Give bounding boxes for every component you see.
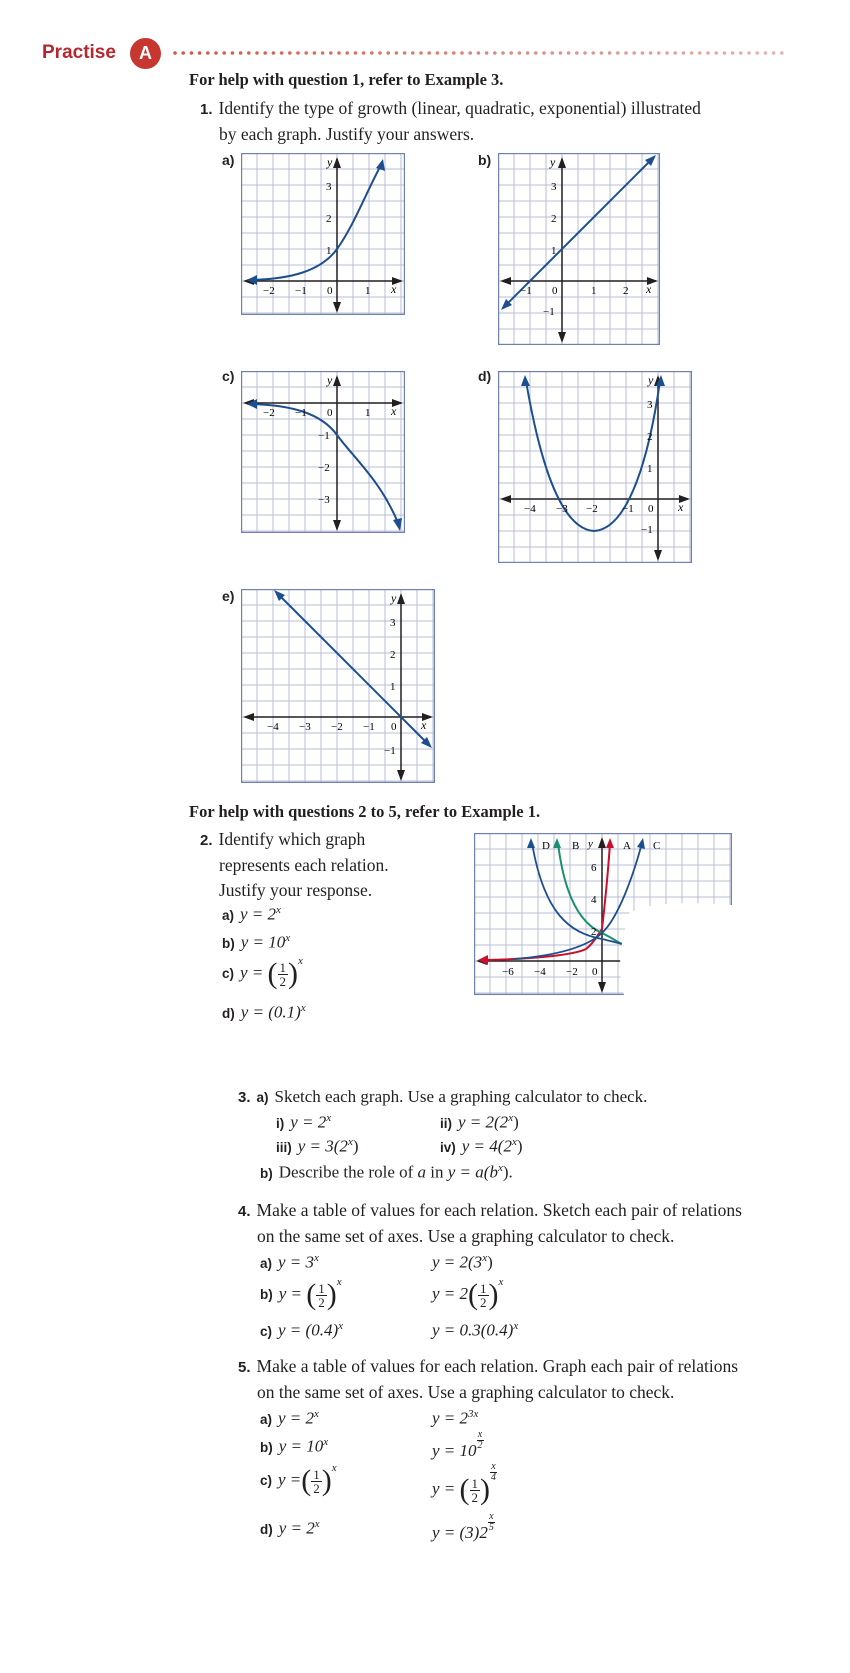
rule-dot (362, 51, 366, 55)
rule-dot (542, 51, 546, 55)
rule-dot (493, 51, 497, 55)
rule-dot (214, 51, 218, 55)
q5-number: 5. (238, 1359, 251, 1376)
q5-c-right: y = ( $\frac{1}{2}$ ) $\frac{x}{4}$ (432, 1461, 497, 1507)
rule-dot (190, 51, 194, 55)
rule-dot (231, 51, 235, 55)
rule-dot (304, 51, 308, 55)
q2-graph-mask (620, 903, 732, 995)
q4-b-left: b) y = ( $\frac{1}{2}$ )$^x$ (260, 1276, 342, 1312)
q3-part-a: 3. a) Sketch each graph. Use a graphing calculator to check. (238, 1087, 648, 1106)
graph-b-tick: −1 (520, 285, 532, 297)
q1-line2: by each graph. Justify your answers. (219, 124, 475, 144)
q2-curve-D (532, 843, 634, 946)
graph-e-tick: −2 (331, 721, 343, 733)
q4-text: 4. Make a table of values for each relation. Sketch each pair of relations on the same set of axes. Use a graphing calculator to check. (238, 1200, 742, 1246)
q5-text: 5. Make a table of values for each relation. Graph each pair of relations on the same set of axes. Use a graphing calculator to check. (238, 1356, 739, 1402)
rule-dot (706, 51, 710, 55)
graph-c-tick: 0 (327, 407, 333, 419)
rule-dot (296, 51, 300, 55)
q2-tick: 4 (591, 894, 597, 906)
rule-dot (329, 51, 333, 55)
q5-a-right: $y = 2^{3x}$ (432, 1408, 479, 1428)
q4-b-right: y = 2( $\frac{1}{2}$ )$^x$ (432, 1276, 504, 1312)
rule-dot (198, 51, 202, 55)
q2-option-d: d) $y = (0.1)^x$ (222, 1002, 306, 1022)
graph-c-tick: −3 (318, 494, 330, 506)
graph-c-tick: −2 (318, 462, 330, 474)
level-badge: A (130, 38, 161, 69)
rule-dot (534, 51, 538, 55)
rule-dot (460, 51, 464, 55)
q2-option-b: b) $y = 10^x$ (222, 932, 291, 952)
graph-a-ylabel: y (327, 155, 333, 169)
graph-d-tick: −2 (586, 503, 598, 515)
q1-line1: Identify the type of growth (linear, quadratic, exponential) illustrated (218, 98, 701, 118)
q2-tick: 0 (592, 966, 598, 978)
rule-dot (747, 51, 751, 55)
q1-number: 1. (200, 101, 213, 118)
graph-a-xlabel: x (391, 282, 397, 296)
graph-b-tick: 1 (551, 245, 557, 257)
graph-b-ylabel: y (550, 155, 556, 169)
graph-b-tick: 1 (591, 285, 597, 297)
rule-dot (559, 51, 563, 55)
rule-dot (567, 51, 571, 55)
rule-dot (682, 51, 686, 55)
rule-dot (395, 51, 399, 55)
graph-b-tick: 0 (552, 285, 558, 297)
rule-dot (698, 51, 702, 55)
graph-c-tick: −2 (263, 407, 275, 419)
q2-ylabel: y (588, 838, 593, 850)
rule-dot (239, 51, 243, 55)
q3-part-b: b) Describe the role of a in $y = a(b^x)$. (260, 1162, 513, 1182)
graph-d-tick: −4 (524, 503, 536, 515)
graph-d-tick: 0 (648, 503, 654, 515)
q2-tick: −6 (502, 966, 514, 978)
q1-help-text: For help with question 1, refer to Example 3. (189, 70, 504, 89)
graph-a-tick: 0 (327, 285, 333, 297)
rule-dot (370, 51, 374, 55)
graph-e-tick: −3 (299, 721, 311, 733)
graph-c-tick: 1 (365, 407, 371, 419)
graph-d-tick: 2 (647, 431, 653, 443)
q3-iii: iii) $y = 3(2^x)$ (276, 1136, 359, 1156)
graph-e (241, 589, 435, 783)
q5-b-right: y = 10 $\frac{x}{2}$ (432, 1429, 483, 1460)
graph-d-tick: 3 (647, 399, 653, 411)
graph-e-tick: −1 (363, 721, 375, 733)
graph-a (241, 153, 405, 315)
rule-dot (386, 51, 390, 55)
graph-d-tick: −1 (622, 503, 634, 515)
rule-dot (641, 51, 645, 55)
graph-e-tick: 3 (390, 617, 396, 629)
rule-dot (247, 51, 251, 55)
graph-e-ylabel: y (391, 591, 397, 605)
graph-e-tick: 1 (390, 681, 396, 693)
graph-d-tick: 1 (647, 463, 653, 475)
graph-a-label: a) (222, 152, 235, 168)
q5-b-left: b) $y = 10^x$ (260, 1436, 329, 1456)
rule-dot (714, 51, 718, 55)
q2-line2: represents each relation. (219, 855, 389, 875)
q2-label-B: B (572, 840, 580, 852)
rule-dot (632, 51, 636, 55)
rule-dot (780, 51, 784, 55)
q2-label-A: A (623, 840, 631, 852)
rule-dot (624, 51, 628, 55)
q5-a-left: a) $y = 2^x$ (260, 1408, 319, 1428)
rule-dot (378, 51, 382, 55)
rule-dot (690, 51, 694, 55)
section-title: Practise (42, 42, 116, 63)
rule-dot (526, 51, 530, 55)
rule-dot (583, 51, 587, 55)
rule-dot (764, 51, 768, 55)
graph-e-label: e) (222, 588, 235, 604)
rule-dot (591, 51, 595, 55)
q5-c-left: c) y =( $\frac{1}{2}$ )$^x$ (260, 1462, 337, 1498)
graph-e-tick: 2 (390, 649, 396, 661)
graph-c-tick: −1 (295, 407, 307, 419)
rule-dot (345, 51, 349, 55)
graph-b (498, 153, 660, 345)
dotted-rule (172, 48, 787, 58)
rule-dot (272, 51, 276, 55)
graph-c-tick: −1 (318, 430, 330, 442)
q2-line3: Justify your response. (219, 880, 373, 900)
q4-c-left: c) $y = (0.4)^x$ (260, 1320, 343, 1340)
graph-b-label: b) (478, 152, 492, 168)
rule-dot (255, 51, 259, 55)
rule-dot (501, 51, 505, 55)
rule-dot (321, 51, 325, 55)
q2-graph (474, 833, 732, 995)
rule-dot (485, 51, 489, 55)
rule-dot (452, 51, 456, 55)
rule-dot (427, 51, 431, 55)
rule-dot (288, 51, 292, 55)
graph-b-tick: 2 (551, 213, 557, 225)
graph-e-tick: 0 (391, 721, 397, 733)
q3-number: 3. (238, 1089, 251, 1106)
q2-label-C: C (653, 840, 661, 852)
rule-dot (181, 51, 185, 55)
graph-c (241, 371, 405, 533)
graph-d (498, 371, 692, 563)
rule-dot (731, 51, 735, 55)
q4-c-right: $y = 0.3(0.4)^x$ (432, 1320, 519, 1340)
rule-dot (206, 51, 210, 55)
q5-d-right: y = (3)2 $\frac{x}{5}$ (432, 1511, 494, 1542)
rule-dot (649, 51, 653, 55)
graph-e-xlabel: x (421, 718, 427, 732)
rule-dot (411, 51, 415, 55)
rule-dot (608, 51, 612, 55)
rule-dot (313, 51, 317, 55)
q2-tick: 2 (591, 926, 597, 938)
q3-i: i) $y = 2^x$ (276, 1112, 332, 1132)
rule-dot (723, 51, 727, 55)
graph-e-frame (242, 590, 435, 783)
q3-ii: ii) $y = 2(2^x)$ (440, 1112, 519, 1132)
graph-a-tick: −1 (295, 285, 307, 297)
graph-a-tick: −2 (263, 285, 275, 297)
graph-b-tick: −1 (543, 306, 555, 318)
q5-d-left: d) $y = 2^x$ (260, 1518, 320, 1538)
q1-text (200, 96, 760, 147)
q4-number: 4. (238, 1203, 251, 1220)
q2-option-c: c) y = ( $\frac{1}{2}$ )$^x$ (222, 955, 303, 991)
q2-number: 2. (200, 832, 213, 849)
rule-dot (354, 51, 358, 55)
rule-dot (436, 51, 440, 55)
rule-dot (518, 51, 522, 55)
rule-dot (477, 51, 481, 55)
rule-dot (673, 51, 677, 55)
graph-b-tick: 2 (623, 285, 629, 297)
rule-dot (222, 51, 226, 55)
q4-a-left: a) $y = 3^x$ (260, 1252, 319, 1272)
graph-b-xlabel: x (646, 282, 652, 296)
q2-option-a: a) $y = 2^x$ (222, 904, 281, 924)
graph-e-tick: −1 (384, 745, 396, 757)
q3-iv: iv) $y = 4(2^x)$ (440, 1136, 523, 1156)
graph-c-frame (242, 372, 405, 533)
graph-c-ylabel: y (327, 373, 333, 387)
rule-dot (550, 51, 554, 55)
q2-label-D: D (542, 840, 550, 852)
graph-a-tick: 2 (326, 213, 332, 225)
rule-dot (337, 51, 341, 55)
graph-c-label: c) (222, 368, 235, 384)
rule-dot (468, 51, 472, 55)
rule-dot (509, 51, 513, 55)
graph-d-tick: −3 (556, 503, 568, 515)
graph-d-ylabel: y (648, 373, 654, 387)
graph-b-tick: 3 (551, 181, 557, 193)
q4-a-right: $y = 2(3^x)$ (432, 1252, 493, 1272)
graph-a-tick: 1 (326, 245, 332, 257)
graph-c-xlabel: x (391, 404, 397, 418)
rule-dot (739, 51, 743, 55)
rule-dot (772, 51, 776, 55)
rule-dot (657, 51, 661, 55)
graph-d-xlabel: x (678, 500, 684, 514)
q2-text (200, 827, 460, 903)
graph-a-tick: 1 (365, 285, 371, 297)
rule-dot (444, 51, 448, 55)
rule-dot (419, 51, 423, 55)
q2-help-text: For help with questions 2 to 5, refer to Example 1. (189, 802, 541, 821)
graph-d-label: d) (478, 368, 492, 384)
graph-a-tick: 3 (326, 181, 332, 193)
q2-line1: Identify which graph (218, 829, 366, 849)
rule-dot (665, 51, 669, 55)
rule-dot (575, 51, 579, 55)
rule-dot (280, 51, 284, 55)
rule-dot (755, 51, 759, 55)
rule-dot (616, 51, 620, 55)
rule-dot (403, 51, 407, 55)
rule-dot (173, 51, 177, 55)
graph-e-tick: −4 (267, 721, 279, 733)
rule-dot (263, 51, 267, 55)
rule-dot (600, 51, 604, 55)
q2-tick: −2 (566, 966, 578, 978)
graph-d-tick: −1 (641, 524, 653, 536)
q2-tick: −4 (534, 966, 546, 978)
q2-tick: 6 (591, 862, 597, 874)
graph-a-curve (251, 165, 381, 280)
